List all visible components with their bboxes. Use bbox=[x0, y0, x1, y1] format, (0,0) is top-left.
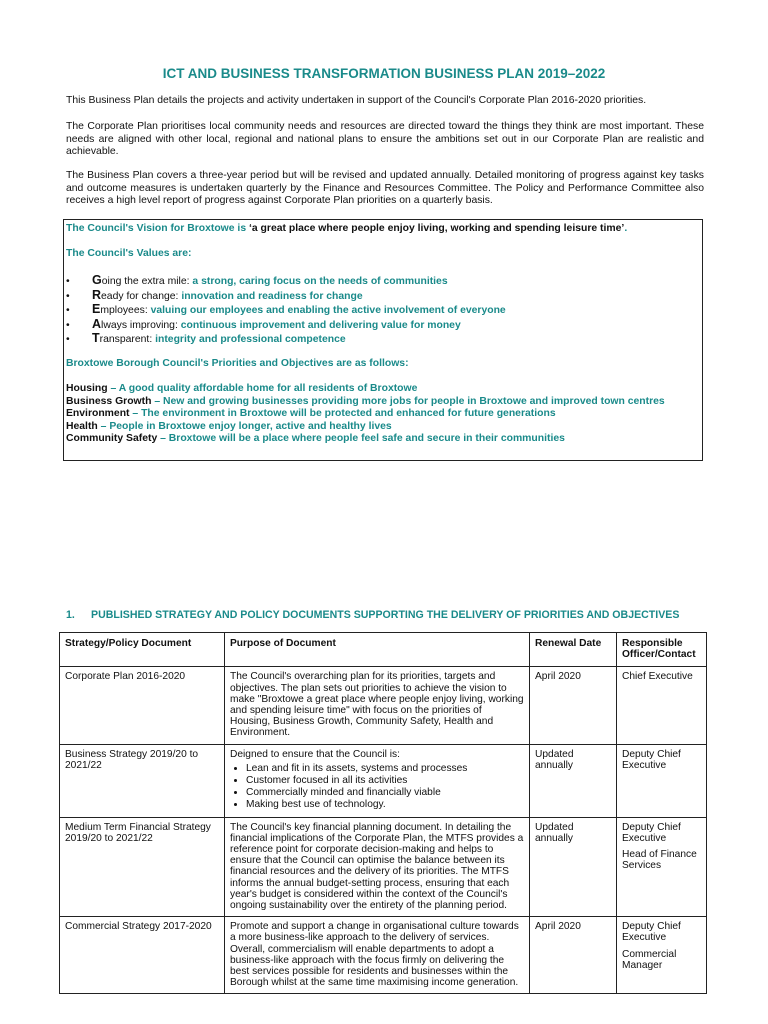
value-item-going: • Going the extra mile: a strong, caring focus on the needs of communities bbox=[66, 273, 448, 287]
priority-environment: Environment – The environment in Broxtowe will be protected and enhanced for future generations bbox=[66, 408, 556, 419]
values-heading: The Council's Values are: bbox=[66, 248, 192, 259]
list-item: • Making best use of technology. bbox=[246, 799, 524, 810]
priority-health: Health – People in Broxtowe enjoy longer, active and healthy lives bbox=[66, 421, 392, 432]
column-header-renewal-date: Renewal Date bbox=[530, 633, 617, 667]
priorities-heading: Broxtowe Borough Council's Priorities and Objectives are as follows: bbox=[66, 358, 409, 369]
section-1-heading: 1. PUBLISHED STRATEGY AND POLICY DOCUMENTS SUPPORTING THE DELIVERY OF PRIORITIES AND OBJECTIVES bbox=[66, 609, 680, 621]
strategy-documents-table bbox=[59, 632, 707, 994]
cell-renewal-date: Updated annually bbox=[530, 817, 617, 917]
priority-business-growth: Business Growth – New and growing businesses providing more jobs for people in Broxtowe and improved town centres bbox=[66, 396, 665, 407]
cell-renewal-date: Updated annually bbox=[530, 744, 617, 817]
vision-statement: The Council's Vision for Broxtowe is ‘a great place where people enjoy living, working and spending leisure time’. bbox=[66, 223, 628, 234]
priority-housing: Housing – A good quality affordable home for all residents of Broxtowe bbox=[66, 383, 418, 394]
cell-renewal-date: April 2020 bbox=[530, 917, 617, 994]
intro-paragraph-1: This Business Plan details the projects and activity undertaken in support of the Council's Corporate Plan 2016-2020 priorities. bbox=[66, 95, 647, 106]
table-row bbox=[60, 744, 707, 817]
value-item-always: • Always improving: continuous improvement and delivering value for money bbox=[66, 317, 461, 331]
value-item-employees: • Employees: valuing our employees and enabling the active involvement of everyone bbox=[66, 302, 506, 316]
intro-paragraph-3: The Business Plan covers a three-year period but will be revised and updated annually. Detailed monitoring of progress against key tasks and outcome measures is undertaken quarterly by the Finance and Resources Committee. The Policy and Performance Committee also receives a high level report of progress against Corporate Plan priorities on a quarterly basis. bbox=[66, 170, 704, 206]
list-item: • Customer focused in all its activities bbox=[246, 775, 524, 786]
value-item-ready: • Ready for change: innovation and readiness for change bbox=[66, 288, 363, 302]
column-header-purpose: Purpose of Document bbox=[225, 633, 530, 667]
cell-purpose: Deigned to ensure that the Council is: • Lean and fit in its assets, systems and processes • Customer focused in all its activities • Commercially minded and financially viable • Making best use of technology. bbox=[225, 744, 530, 817]
cell-renewal-date: April 2020 bbox=[530, 667, 617, 744]
purpose-list bbox=[230, 763, 524, 811]
cell-document: Medium Term Financial Strategy 2019/20 to 2021/22 bbox=[60, 817, 225, 917]
vision-values-box bbox=[63, 219, 703, 461]
table-row bbox=[60, 817, 707, 917]
priority-community-safety: Community Safety – Broxtowe will be a place where people feel safe and secure in their communities bbox=[66, 433, 565, 444]
cell-document: Corporate Plan 2016-2020 bbox=[60, 667, 225, 744]
page-title: ICT AND BUSINESS TRANSFORMATION BUSINESS PLAN 2019–2022 bbox=[162, 66, 606, 81]
cell-document: Business Strategy 2019/20 to 2021/22 bbox=[60, 744, 225, 817]
cell-officer: Deputy Chief Executive Head of Finance Services bbox=[617, 817, 707, 917]
table-row bbox=[60, 667, 707, 744]
table-row bbox=[60, 917, 707, 994]
table-header-row bbox=[60, 633, 707, 667]
column-header-document: Strategy/Policy Document bbox=[60, 633, 225, 667]
cell-purpose: The Council's overarching plan for its priorities, targets and objectives. The plan sets out priorities to achieve the vision to make "Broxtowe a great place where people enjoy living, working and spending leisure time" with focus on the priorities of Housing, Business Growth, Community Safety, Health and Environment. bbox=[225, 667, 530, 744]
value-item-transparent: • Transparent: integrity and professional competence bbox=[66, 331, 346, 345]
list-item: • Lean and fit in its assets, systems and processes bbox=[246, 763, 524, 774]
cell-officer: Deputy Chief Executive Commercial Manager bbox=[617, 917, 707, 994]
cell-purpose: The Council's key financial planning document. In detailing the financial implications of the Corporate Plan, the MTFS provides a reference point for corporate decision-making and helps to ensure that the Council can optimise the balance between its financial resources and the delivery of its priorities. The MTFS informs the annual budget-setting process, ensuring that each year's budget is considered within the context of the Council's ongoing sustainability over the entirety of the planning period. bbox=[225, 817, 530, 917]
cell-officer: Deputy Chief Executive bbox=[617, 744, 707, 817]
column-header-officer: Responsible Officer/Contact bbox=[617, 633, 707, 667]
cell-purpose: Promote and support a change in organisational culture towards a more business-like approach to the delivery of services. Overall, commercialism will enable departments to adopt a business-like approach with the focus firmly on delivering the best services possible for residents and businesses within the Borough whilst at the same time maximising income generation. bbox=[225, 917, 530, 994]
list-item: • Commercially minded and financially viable bbox=[246, 787, 524, 798]
cell-document: Commercial Strategy 2017-2020 bbox=[60, 917, 225, 994]
cell-officer: Chief Executive bbox=[617, 667, 707, 744]
intro-paragraph-2: The Corporate Plan prioritises local community needs and resources are directed toward the things they think are most important. These needs are aligned with other local, regional and national plans to ensure the ambitions set out in our Corporate Plan are realistic and achievable. bbox=[66, 121, 704, 157]
